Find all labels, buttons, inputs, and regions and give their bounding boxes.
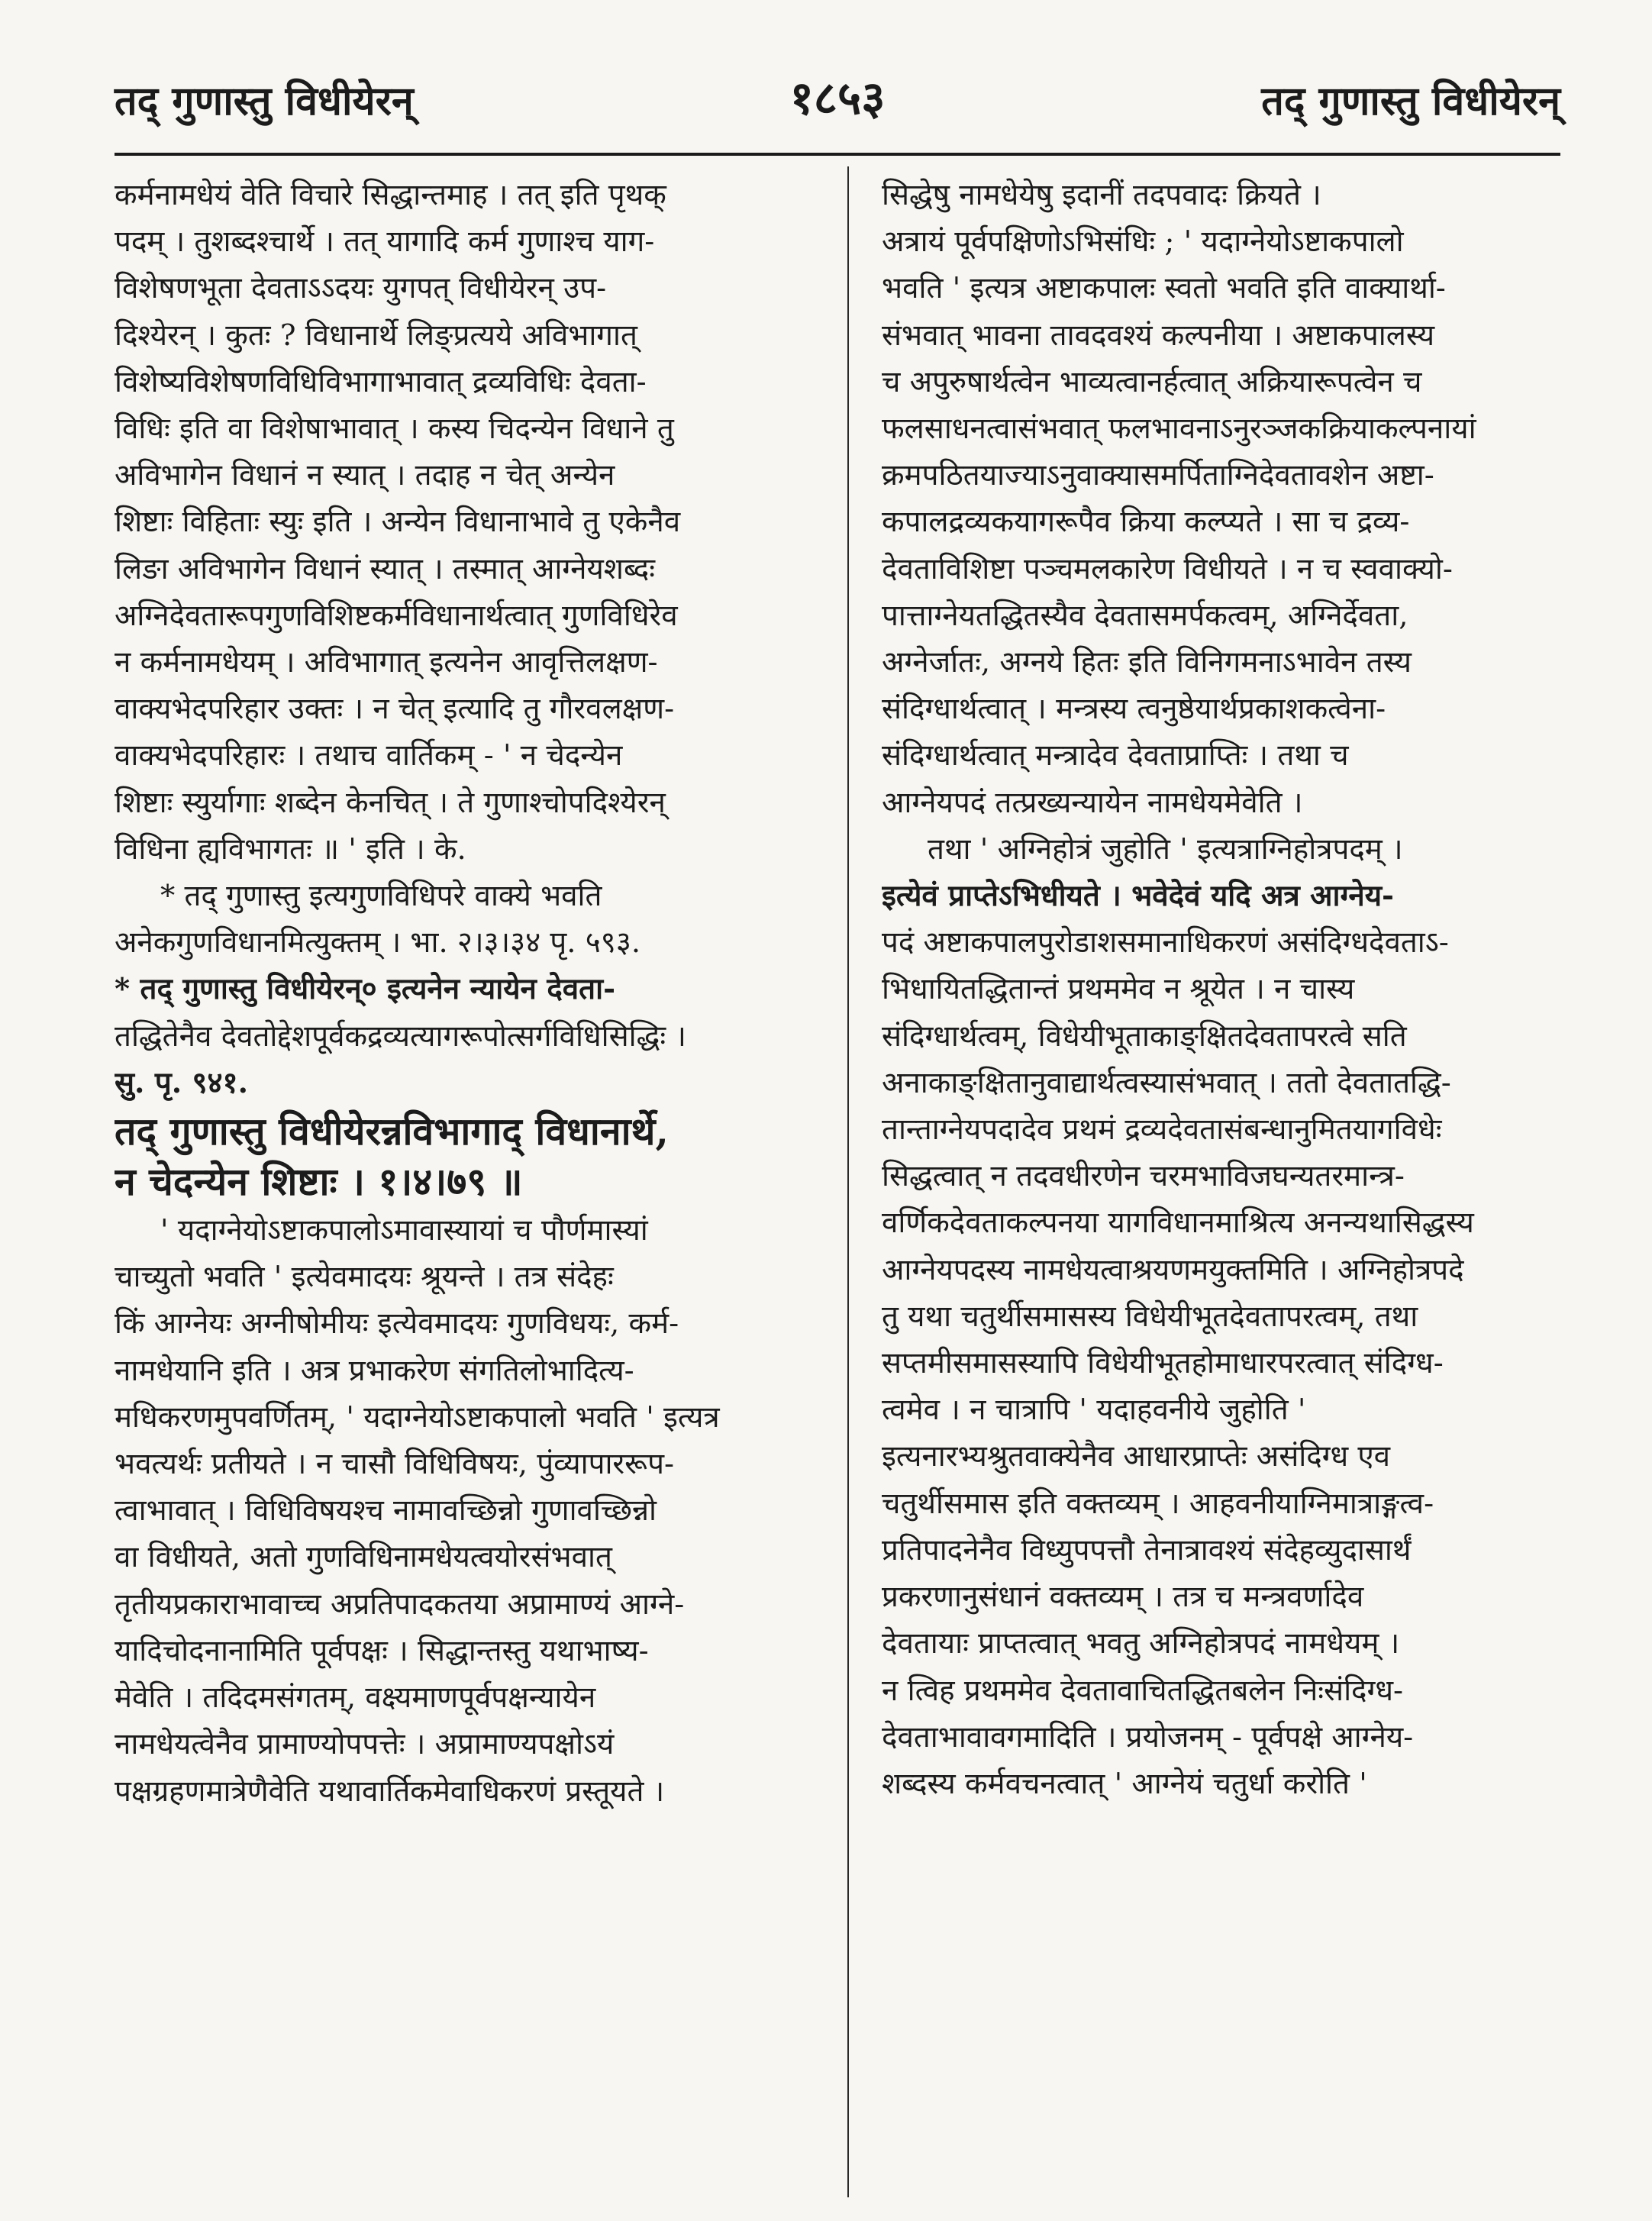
right-column-line: प्रतिपादनेनैव विध्युपपत्तौ तेनात्रावश्यं संदेहव्युदासार्थं: [882, 1532, 1412, 1567]
left-column-line: विशेष्यविशेषणविधिविभागाभावात् द्रव्यविधिः देवता-: [115, 364, 647, 399]
left-column-line: अविभागेन विधानं न स्यात् । तदाह न चेत् अन्येन: [115, 458, 615, 493]
left-column-line: ' यदाग्नेयोऽष्टाकपालोऽमावास्यायां च पौर्णमास्यां: [160, 1213, 648, 1248]
right-column-line: क्रमपठितयाज्याऽनुवाक्यासमर्पिताग्निदेवतावशेन अष्टा-: [882, 458, 1434, 493]
right-column-line: संभवात् भावना तावदवश्यं कल्पनीया । अष्टाकपालस्य: [882, 318, 1435, 353]
right-column-line: सप्तमीसमासस्यापि विधेयीभूतहोमाधारपरत्वात् संदिग्ध-: [882, 1346, 1444, 1381]
right-column-line: अनाकाङ्क्षितानुवाद्यार्थत्वस्यासंभवात् । ततो देवतातद्धि-: [882, 1065, 1451, 1100]
right-column-line: त्वमेव । न चात्रापि ' यदाहवनीये जुहोति ': [882, 1393, 1306, 1428]
right-column-line: अग्नेर्जातः, अग्नये हितः इति विनिगमनाऽभावेन तस्य: [882, 645, 1412, 680]
right-column-line: तु यथा चतुर्थीसमासस्य विधेयीभूतदेवतापरत्वम्, तथा: [882, 1299, 1418, 1334]
page-header: [115, 73, 1560, 141]
left-column-line: तद्धितेनैव देवतोद्देशपूर्वकद्रव्यत्यागरूपोत्सर्गविधिसिद्धिः ।: [115, 1018, 686, 1054]
left-column-line: वाक्यभेदपरिहारः । तथाच वार्तिकम् - ' न चेदन्येन: [115, 738, 623, 773]
right-column-line: पदं अष्टाकपालपुरोडाशसमानाधिकरणं असंदिग्धदेवताऽ-: [882, 925, 1449, 960]
left-column-line: न कर्मनामधेयम् । अविभागात् इत्यनेन आवृत्तिलक्षण-: [115, 645, 658, 680]
right-column-line: इत्यनारभ्यश्रुतवाक्येनैव आधारप्राप्तेः असंदिग्ध एव: [882, 1439, 1391, 1474]
left-column-line: मेवेति । तदिदमसंगतम्, वक्ष्यमाणपूर्वपक्षन्यायेन: [115, 1680, 596, 1716]
running-head-right: तद् गुणास्तु विधीयेरन्: [1261, 78, 1560, 124]
right-column-line: सिद्धत्वात् न तदवधीरणेन चरमभाविजघन्यतरमान्त्र-: [882, 1159, 1405, 1194]
right-column-line: देवताभावावगमादिति । प्रयोजनम् - पूर्वपक्षे आग्नेय-: [882, 1719, 1414, 1755]
left-column-line: विधिना ह्यविभागतः ॥ ' इति । के.: [115, 831, 466, 867]
right-column-line: आग्नेयपदस्य नामधेयत्वाश्रयणमयुक्तमिति । अग्निहोत्रपदे: [882, 1252, 1464, 1287]
right-column-line: संदिग्धार्थत्वात् मन्त्रादेव देवताप्राप्तिः । तथा च: [882, 738, 1349, 773]
page-number: १८५३: [789, 72, 886, 125]
right-column-line: सिद्धेषु नामधेयेषु इदानीं तदपवादः क्रियते ।: [882, 178, 1321, 212]
left-column-line: यादिचोदनानामिति पूर्वपक्षः । सिद्धान्तस्तु यथाभाष्य-: [115, 1633, 649, 1668]
right-column-line: अत्रायं पूर्वपक्षिणोऽभिसंधिः ; ' यदाग्नेयोऽष्टाकपालो: [882, 224, 1404, 260]
right-column-line: न त्विह प्रथममेव देवतावाचितद्धितबलेन निःसंदिग्ध-: [882, 1673, 1404, 1708]
left-column-line: अनेकगुणविधानमित्युक्तम् । भा. २।३।३४ पृ. ५९३.: [115, 925, 641, 960]
left-column-line: कर्मनामधेयं वेति विचारे सिद्धान्तमाह । तत् इति पृथक्: [115, 178, 666, 212]
left-column-line: शिष्टाः विहिताः स्युः इति । अन्येन विधानाभावे तु एकेनैव: [115, 505, 681, 540]
right-column-line: भवति ' इत्यत्र अष्टाकपालः स्वतो भवति इति वाक्यार्था-: [882, 271, 1446, 306]
right-column-line: आग्नेयपदं तत्प्रख्यन्यायेन नामधेयमेवेति ।: [882, 785, 1303, 820]
left-column-line: विधिः इति वा विशेषाभावात् । कस्य चिदन्येन विधाने तु: [115, 412, 674, 447]
left-column-line: * तद् गुणास्तु विधीयेरन्० इत्यनेन न्यायेन देवता-: [115, 972, 616, 1007]
left-column-line: अग्निदेवतारूपगुणविशिष्टकर्मविधानार्थत्वात् गुणविधिरेव: [115, 598, 678, 633]
left-column-line: पक्षग्रहणमात्रेणैवेति यथावार्तिकमेवाधिकरणं प्रस्तूयते ।: [115, 1774, 665, 1809]
left-column-line: दिश्येरन् । कुतः ? विधानार्थे लिङ्प्रत्यये अविभागात्: [115, 318, 637, 353]
left-column-line: किं आग्नेयः अग्नीषोमीयः इत्येवमादयः गुणविधयः, कर्म-: [115, 1306, 679, 1341]
left-column-line: वाक्यभेदपरिहार उक्तः । न चेत् इत्यादि तु गौरवलक्षण-: [115, 692, 675, 727]
left-column-line: त्वाभावात् । विधिविषयश्च नामावच्छिन्नो गुणावच्छिन्नो: [115, 1493, 657, 1529]
left-column-line: मधिकरणमुपवर्णितम्, ' यदाग्नेयोऽष्टाकपालो भवति ' इत्यत्र: [115, 1399, 720, 1435]
header-rule: [115, 153, 1560, 156]
right-column-line: संदिग्धार्थत्वम्, विधेयीभूताकाङ्क्षितदेवतापरत्वे सति: [882, 1018, 1407, 1054]
running-head-left: तद् गुणास्तु विधीयेरन्: [115, 78, 414, 124]
right-column-line: तान्ताग्नेयपदादेव प्रथमं द्रव्यदेवतासंबन्धानुमितयागविधेः: [882, 1112, 1442, 1148]
right-column-line: प्रकरणानुसंधानं वक्तव्यम् । तत्र च मन्त्रवर्णादेव: [882, 1580, 1364, 1615]
right-column-line: शब्दस्य कर्मवचनत्वात् ' आग्नेयं चतुर्धा करोति ': [882, 1766, 1367, 1801]
right-column-line: चतुर्थीसमास इति वक्तव्यम् । आहवनीयाग्निमात्राङ्गत्व-: [882, 1486, 1434, 1521]
left-column-line: सु. पृ. ९४१.: [115, 1065, 248, 1100]
left-column-line: पदम् । तुशब्दश्चार्थे । तत् यागादि कर्म गुणाश्च याग-: [115, 224, 655, 260]
left-column-line: तद् गुणास्तु विधीयेरन्नविभागाद् विधानार्थे,: [115, 1109, 669, 1154]
column-divider: [847, 166, 849, 2197]
left-column-line: नामधेयानि इति । अत्र प्रभाकरेण संगतिलोभादित्य-: [115, 1353, 634, 1388]
right-column-line: फलसाधनत्वासंभवात् फलभावनाऽनुरञ्जकक्रियाकल्पनायां: [882, 412, 1476, 447]
right-column-line: च अपुरुषार्थत्वेन भाव्यत्वानर्हत्वात् अक्रियारूपत्वेन च: [882, 364, 1422, 399]
right-column-line: भिधायितद्धितान्तं प्रथममेव न श्रूयेत । न चास्य: [882, 972, 1355, 1007]
right-column-line: कपालद्रव्यकयागरूपैव क्रिया कल्प्यते । सा च द्रव्य-: [882, 505, 1410, 540]
left-column-line: चाच्युतो भवति ' इत्येवमादयः श्रूयन्ते । तत्र संदेहः: [115, 1260, 614, 1295]
right-column-line: इत्येवं प्राप्तेऽभिधीयते । भवेदेवं यदि अत्र आग्नेय-: [882, 879, 1395, 914]
right-column-line: संदिग्धार्थत्वात् । मन्त्रस्य त्वनुष्ठेयार्थप्रकाशकत्वेना-: [882, 692, 1386, 727]
left-column-line: विशेषणभूता देवताऽऽदयः युगपत् विधीयेरन् उप-: [115, 271, 607, 306]
left-column-line: * तद् गुणास्तु इत्यगुणविधिपरे वाक्ये भवति: [160, 879, 602, 914]
right-column-line: देवतायाः प्राप्तत्वात् भवतु अग्निहोत्रपदं नामधेयम् ।: [882, 1626, 1400, 1661]
left-column-line: न चेदन्येन शिष्टाः । १।४।७९ ॥: [115, 1159, 523, 1205]
left-column-line: शिष्टाः स्युर्यागाः शब्देन केनचित् । ते गुणाश्चोपदिश्येरन्: [115, 785, 666, 820]
left-column-line: लिङा अविभागेन विधानं स्यात् । तस्मात् आग्नेयशब्दः: [115, 551, 656, 586]
right-column-line: वर्णिकदेवताकल्पनया यागविधानमाश्रित्य अनन्यथासिद्धस्य: [882, 1206, 1474, 1241]
left-column-line: वा विधीयते, अतो गुणविधिनामधेयत्वयोरसंभवात्: [115, 1540, 612, 1575]
right-column-line: पात्ताग्नेयतद्धितस्यैव देवतासमर्पकत्वम्, अग्निर्देवता,: [882, 598, 1408, 633]
right-column-line: तथा ' अग्निहोत्रं जुहोति ' इत्यत्राग्निहोत्रपदम् ।: [928, 831, 1403, 867]
right-column: [882, 172, 1573, 1807]
left-column-line: तृतीयप्रकाराभावाच्च अप्रतिपादकतया अप्रामाण्यं आग्ने-: [115, 1587, 685, 1622]
left-column-line: भवत्यर्थः प्रतीयते । न चासौ विधिविषयः, पुंव्यापाररूप-: [115, 1447, 674, 1482]
left-column-line: नामधेयत्वेनैव प्रामाण्योपपत्तेः । अप्रामाण्यपक्षोऽयं: [115, 1727, 615, 1762]
right-column-line: देवताविशिष्टा पञ्चमलकारेण विधीयते । न च स्ववाक्यो-: [882, 551, 1453, 586]
left-column: [115, 172, 817, 1815]
